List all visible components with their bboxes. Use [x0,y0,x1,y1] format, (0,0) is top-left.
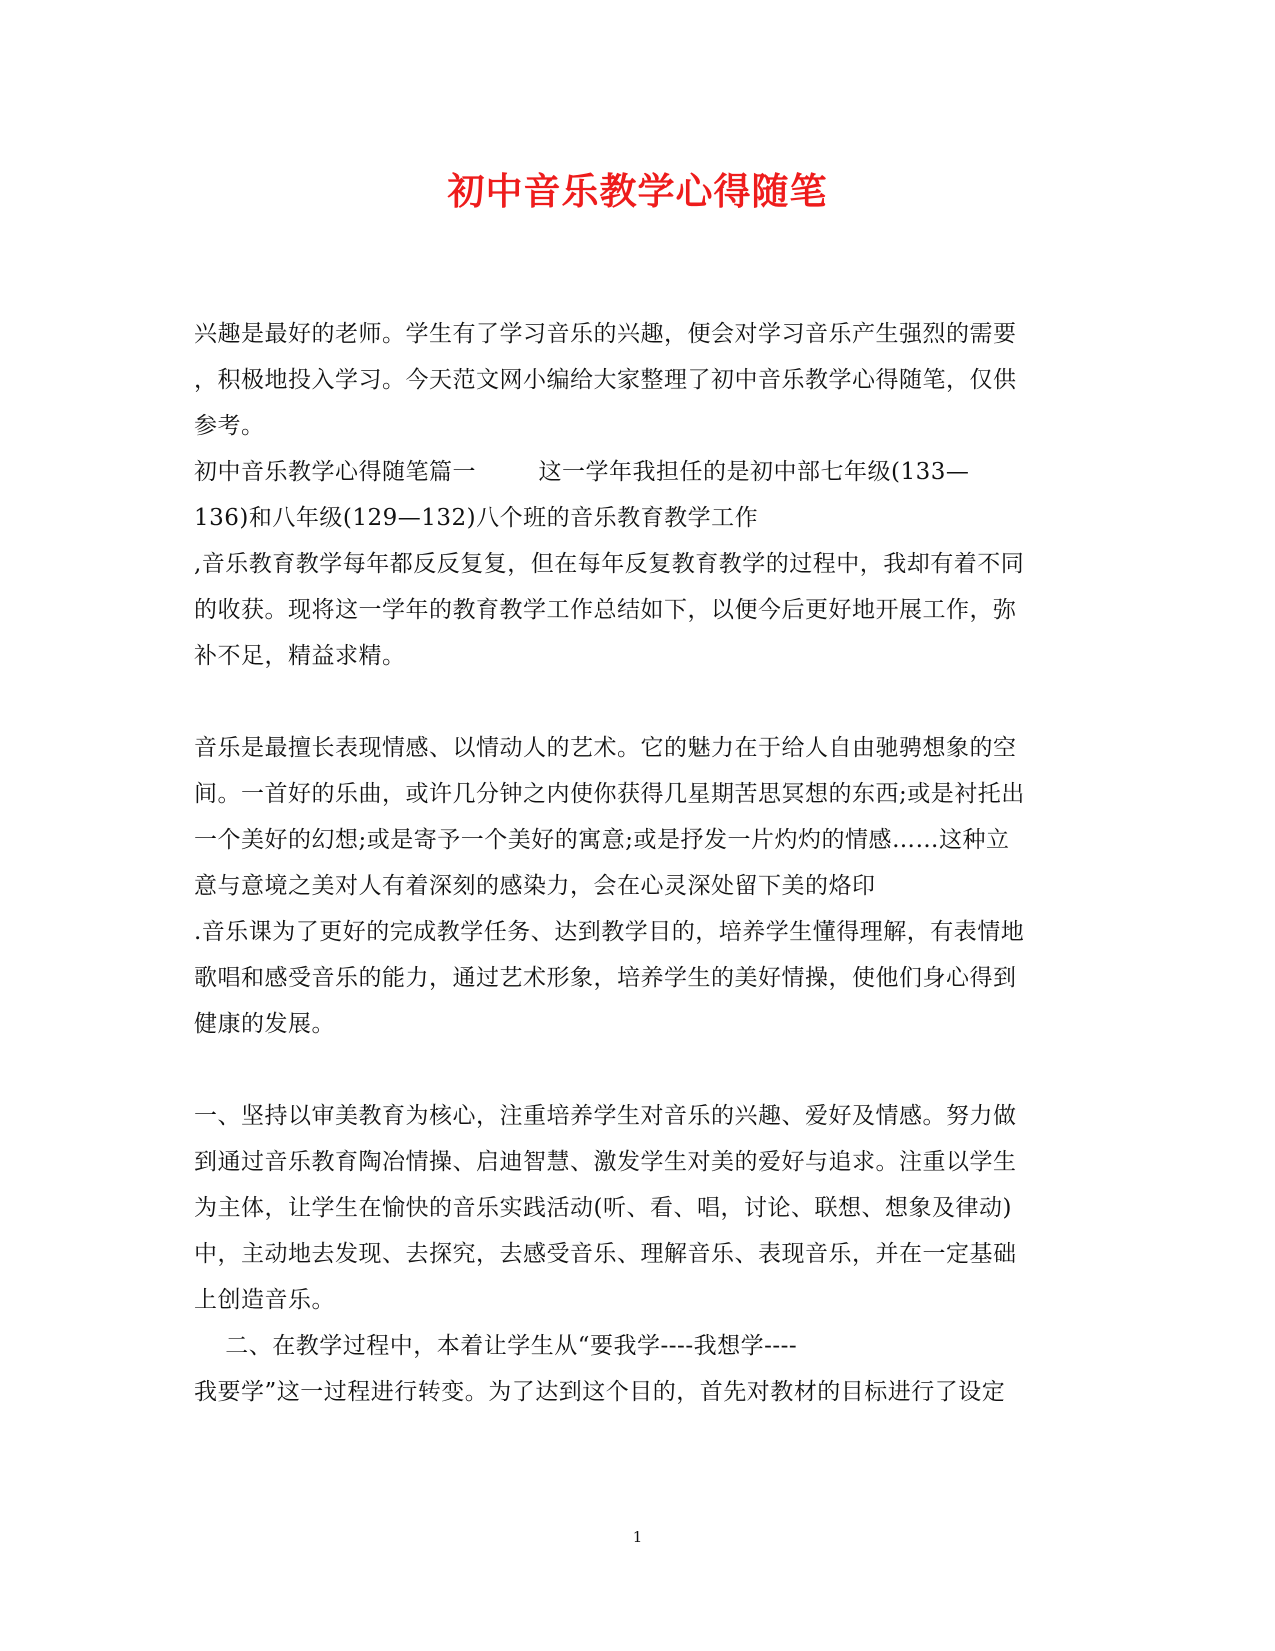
paragraph-line: 健康的发展。 [194,1011,335,1037]
paragraph-line: 二、在教学过程中，本着让学生从“要我学----我想学---- [194,1333,798,1359]
paragraph-line: 中，主动地去发现、去探究，去感受音乐、理解音乐、表现音乐，并在一定基础 [194,1241,1017,1267]
paragraph-line: 136)和八年级(129—132)八个班的音乐教育教学工作 [194,505,759,531]
paragraph-line: 参考。 [194,413,265,439]
paragraph-line: 为主体，让学生在愉快的音乐实践活动(听、看、唱，讨论、联想、想象及律动) [194,1195,1012,1221]
paragraph-line: 补不足，精益求精。 [194,643,406,669]
paragraph-line: 上创造音乐。 [194,1287,335,1313]
paragraph-line: ,音乐教育教学每年都反反复复，但在每年反复教育教学的过程中，我却有着不同 [194,551,1025,577]
paragraph-line: 我要学”这一过程进行转变。为了达到这个目的，首先对教材的目标进行了设定 [194,1379,1006,1405]
document-title: 初中音乐教学心得随笔 [447,169,828,213]
paragraph-line: 到通过音乐教育陶冶情操、启迪智慧、激发学生对美的爱好与追求。注重以学生 [194,1149,1017,1175]
paragraph-line: 兴趣是最好的老师。学生有了学习音乐的兴趣，便会对学习音乐产生强烈的需要 [194,321,1017,347]
paragraph-line: 一、坚持以审美教育为核心，注重培养学生对音乐的兴趣、爱好及情感。努力做 [194,1103,1017,1129]
paragraph-line: 的收获。现将这一学年的教育教学工作总结如下，以便今后更好地开展工作，弥 [194,597,1017,623]
paragraph-line: 音乐是最擅长表现情感、以情动人的艺术。它的魅力在于给人自由驰骋想象的空 [194,735,1017,761]
paragraph-line: 歌唱和感受音乐的能力，通过艺术形象，培养学生的美好情操，使他们身心得到 [194,965,1017,991]
paragraph-line: 间。一首好的乐曲，或许几分钟之内使你获得几星期苦思冥想的东西;或是衬托出 [194,781,1025,807]
paragraph-line: 意与意境之美对人有着深刻的感染力，会在心灵深处留下美的烙印 [194,873,876,899]
paragraph-line: ，积极地投入学习。今天范文网小编给大家整理了初中音乐教学心得随笔，仅供 [194,367,1017,393]
paragraph-line: 初中音乐教学心得随笔篇一 这一学年我担任的是初中部七年级(133— [194,459,970,485]
paragraph-line: .音乐课为了更好的完成教学任务、达到教学目的，培养学生懂得理解，有表情地 [194,919,1025,945]
paragraph-line: 一个美好的幻想;或是寄予一个美好的寓意;或是抒发一片灼灼的情感……这种立 [194,827,1010,853]
page-number: 1 [632,1528,643,1546]
